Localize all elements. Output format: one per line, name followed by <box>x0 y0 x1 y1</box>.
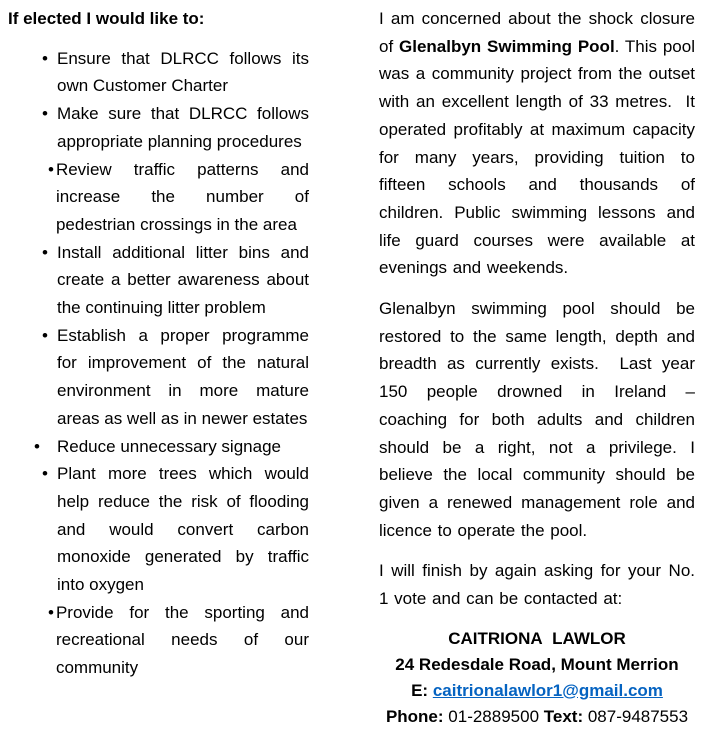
bullet-item-reduce-signage <box>8 433 309 461</box>
bullet-item-environment-programme <box>8 322 309 433</box>
contact-block <box>379 626 695 730</box>
para1-text-before: I am concerned about the shock closure of <box>379 9 695 56</box>
bullet-icon: • <box>34 436 40 456</box>
contact-phone-line <box>379 704 695 730</box>
bullet-text: Reduce unnecessary signage <box>57 436 281 456</box>
left-column-heading: If elected I would like to: <box>8 9 205 28</box>
bullet-icon: • <box>48 602 54 622</box>
email-label: E: <box>411 680 433 700</box>
email-link[interactable]: caitrionalawlor1@gmail.com <box>432 680 663 700</box>
bullet-text: Ensure that DLRCC follows its own Customer Charter <box>57 48 309 96</box>
phone-label: Phone: <box>385 706 449 726</box>
para1-pool-name-bold: Glenalbyn Swimming Pool <box>399 36 615 56</box>
left-column <box>8 5 309 730</box>
bullet-item-traffic-patterns <box>8 156 309 239</box>
right-column <box>379 5 695 730</box>
para-pool-closure <box>379 5 695 282</box>
bullet-item-sporting-needs <box>8 599 309 682</box>
para-vote-request: I will finish by again asking for your No. 1 vote and can be contacted at: <box>379 561 695 609</box>
bullet-icon: • <box>42 325 48 345</box>
bullet-text: Make sure that DLRCC follows appropriate planning procedures <box>57 104 309 151</box>
phone-number: 01-2889500 <box>448 706 544 726</box>
bullet-item-customer-charter <box>8 45 309 100</box>
bullet-text: Install additional litter bins and create a better awareness about the continuing litter problem <box>57 242 309 318</box>
contact-name: CAITRIONA LAWLOR <box>448 628 626 648</box>
bullet-icon: • <box>42 48 48 68</box>
para-pool-restore: Glenalbyn swimming pool should be restored to the same length, depth and breadth as currently exists. Last year 150 people drowned in Ireland – coaching for both adults and children should be a right, not a privilege. I believe the local community should be given a renewed management role and licence to operate the pool. <box>379 299 695 540</box>
bullet-item-plant-trees <box>8 460 309 599</box>
text-number: 087-9487553 <box>587 706 689 726</box>
bullet-list <box>8 45 309 682</box>
contact-address: 24 Redesdale Road, Mount Merrion <box>395 654 679 674</box>
bullet-text: Review traffic patterns and increase the number of pedestrian crossings in the area <box>55 159 309 234</box>
bullet-icon: • <box>42 242 48 262</box>
bullet-icon: • <box>42 464 48 484</box>
bullet-text: Provide for the sporting and recreational needs of our community <box>55 602 309 678</box>
bullet-text: Plant more trees which would help reduce the risk of flooding and would convert carbon monoxide generated by traffic into oxygen <box>57 464 309 595</box>
contact-email-line <box>379 678 695 704</box>
bullet-icon: • <box>48 159 54 179</box>
para1-text-after: . This pool was a community project from the outset with an excellent length of 33 metres. It operated profitably at maximum capacity for many years, providing tuition to fifteen schools and thousands of children. Public swimming lessons and life guard courses were available at evenings and weekends. <box>379 36 695 278</box>
bullet-text: Establish a proper programme for improvement of the natural environment in more mature areas as well as in newer estates <box>57 325 309 428</box>
bullet-item-planning-procedures <box>8 100 309 155</box>
bullet-item-litter-bins <box>8 239 309 322</box>
bullet-icon: • <box>42 104 48 124</box>
text-label: Text: <box>543 706 588 726</box>
